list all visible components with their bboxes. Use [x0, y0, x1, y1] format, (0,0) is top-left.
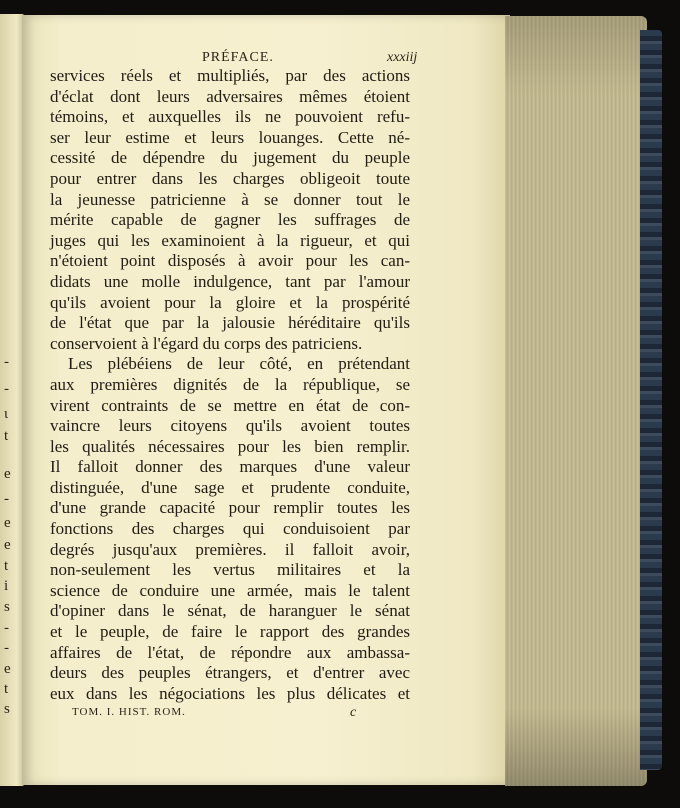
left-fragment: i [4, 578, 9, 594]
text-line: degrés jusqu'aux premières. il falloit avoir, [50, 539, 410, 559]
text-line: témoins, et auxquelles ils ne pouvoient refu- [50, 107, 410, 127]
body-text [50, 66, 410, 704]
text-line: fonctions des charges qui conduisoient par [50, 519, 410, 539]
running-title: PRÉFACE. [202, 50, 274, 65]
text-line: ser leur estime et leurs louanges. Cette né- [50, 127, 410, 147]
text-line: pour entrer dans les charges obligeoit toute [50, 168, 410, 188]
signature-mark: c [350, 705, 358, 720]
text-line: de l'état que par la jalousie héréditaire qu'ils [50, 313, 410, 333]
left-fragment: - [4, 640, 9, 656]
left-fragment: - [4, 491, 9, 507]
left-fragment: t [4, 428, 9, 444]
text-line: science de conduire une armée, mais le talent [50, 580, 410, 600]
text-line: services réels et multipliés, par des actions [50, 66, 410, 85]
left-fragment: e [4, 537, 11, 553]
left-fragment: t [4, 681, 9, 697]
left-fragment: - [4, 381, 9, 397]
left-fragment: - [4, 354, 9, 370]
text-line: vaincre leurs citoyens qu'ils avoient toutes [50, 416, 410, 436]
left-fragment: ι [4, 406, 9, 422]
left-page-fragments [0, 14, 24, 786]
text-line: Il falloit donner des marques d'une valeur [50, 457, 410, 477]
text-line: et le peuple, de faire le rapport des grandes [50, 622, 410, 642]
text-line: qu'ils avoient pour la gloire et la prospérité [50, 292, 410, 312]
text-line: eux dans les négociations les plus délicates et [50, 683, 410, 703]
left-fragment: s [4, 701, 10, 717]
left-fragment: - [4, 620, 9, 636]
text-line: juges qui les examinoient à la rigueur, et qui [50, 230, 410, 250]
volume-footer: TOM. I. HIST. ROM. [72, 706, 186, 718]
left-fragment: s [4, 599, 10, 615]
text-line: non-seulement les vertus militaires et la [50, 560, 410, 580]
page-edges [505, 16, 647, 786]
text-line: conservoient à l'égard du corps des patriciens. [50, 333, 363, 353]
book-cover-edge [640, 30, 662, 770]
text-line: distinguée, d'une sage et prudente conduite, [50, 477, 410, 497]
text-line: d'opiner dans le sénat, de haranguer le sénat [50, 601, 410, 621]
left-facing-page [0, 14, 24, 786]
left-fragment: t [4, 558, 9, 574]
text-line: d'une grande capacité pour remplir toutes les [50, 498, 410, 518]
text-line: affaires de l'état, de répondre aux ambassa- [50, 642, 410, 662]
text-line: aux premières dignités de la république, se [50, 374, 410, 394]
page-footer [72, 706, 402, 722]
text-line: didats une molle indulgence, tant par l'amour [50, 271, 410, 291]
text-line: d'éclat dont leurs adversaires mêmes étoient [50, 86, 410, 106]
left-fragment: e [4, 661, 11, 677]
text-line: deurs des peuples étrangers, et d'entrer avec [50, 663, 410, 683]
left-fragment: e [4, 466, 11, 482]
left-fragment: e [4, 515, 11, 531]
text-line: n'étoient point disposés à avoir pour les can- [50, 251, 410, 271]
text-line: mérite capable de gagner les suffrages de [50, 210, 410, 230]
text-line: virent contraints de se mettre en état de con- [50, 395, 410, 415]
text-line: les qualités nécessaires pour les bien remplir. [50, 436, 410, 456]
text-line: Les plébéiens de leur côté, en prétendant [68, 354, 410, 374]
text-line: la jeunesse patricienne à se donner tout le [50, 189, 410, 209]
page-number: xxxiij [387, 50, 418, 65]
text-line: cessité de dépendre du jugement du peuple [50, 148, 410, 168]
